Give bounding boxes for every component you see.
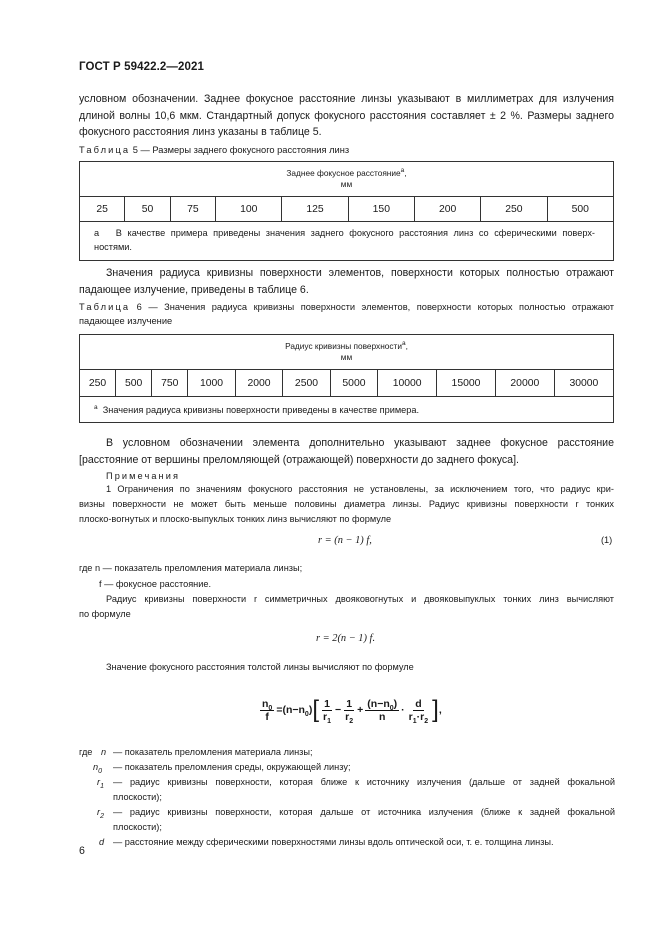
table6-cell: 2000: [235, 370, 282, 397]
formula-2: r = 2(n − 1) f.: [316, 633, 376, 644]
legend-text2: плоскости);: [113, 822, 162, 832]
table5-footnote: [80, 222, 614, 261]
paragraph-line: условном обозначении. Заднее фокусное расстояние линзы указывают в миллиметрах для излучения: [79, 93, 614, 105]
where-line: где n — показатель преломления материала линзы;: [79, 563, 303, 573]
table6-header-unit: мм: [340, 352, 353, 362]
table5-header: Заднее фокусное расстояние$^a$, мм: [80, 162, 614, 197]
paragraph-line: падающее излучение, приведены в таблице 6.: [79, 283, 309, 296]
table6-caption-text: 6 — Значения радиуса кривизны поверхности элементов, поверхности которых полностью отражают: [136, 302, 614, 312]
legend-text: — радиус кривизны поверхности, которая ближе к источнику излучения (дальше от задней фокальной: [113, 777, 615, 787]
table5-header-sup: a: [400, 167, 405, 175]
table6-cell: 15000: [437, 370, 496, 397]
table6-cell: 5000: [330, 370, 377, 397]
legend-symbol: $n_0$: [93, 762, 103, 775]
where-line: f — фокусное расстояние.: [99, 579, 212, 589]
table5-caption: [79, 145, 349, 155]
table6-cell: 250: [80, 370, 116, 397]
table5-header-text: Заднее фокусное расстояние: [286, 168, 401, 178]
table6-header-sup: a: [401, 340, 406, 348]
table6-cell: 2500: [283, 370, 330, 397]
table6-cell: 500: [116, 370, 152, 397]
table6-cell: 30000: [554, 370, 613, 397]
table5-footnote-text: В качестве примера приведены значения заднего фокусного расстояния линз со сферическими поверх-: [115, 228, 595, 238]
notes-line: визны поверхности не может быть меньше половины диаметра линзы. Радиус кривизны поверхности r тонких: [79, 499, 614, 509]
table5-header-unit: мм: [340, 179, 353, 189]
table5-cell: 25: [80, 197, 125, 222]
formula-1-number: (1): [601, 535, 613, 545]
legend-item: [79, 745, 619, 760]
legend-text: — расстояние между сферическими поверхностями линзы вдоль оптической оси, т. е. толщина линзы.: [113, 837, 554, 847]
table6-footnote-marker: a: [94, 403, 98, 411]
notes-title: Примечания: [106, 471, 181, 481]
table6-header-text: Радиус кривизны поверхности: [285, 341, 402, 351]
table6-caption-line2: падающее излучение: [79, 316, 173, 326]
table5-cell: 250: [481, 197, 547, 222]
page-number: 6: [79, 845, 85, 857]
document-header: ГОСТ Р 59422.2—2021: [79, 61, 204, 73]
table5-cell: 500: [547, 197, 613, 222]
legend-symbol: n: [101, 747, 107, 757]
table6-caption: [79, 302, 614, 312]
table6-header: Радиус кривизны поверхности$^a$, мм: [80, 335, 614, 370]
table5-cell: 125: [282, 197, 348, 222]
legend: [79, 745, 619, 850]
legend-text: — показатель преломления материала линзы;: [113, 747, 313, 757]
paragraph-line: В условном обозначении элемента дополнительно указывают заднее фокусное расстояние: [106, 437, 614, 449]
notes-line: Значение фокусного расстояния толстой линзы вычисляют по формуле: [106, 662, 414, 672]
legend-text: — показатель преломления среды, окружающей линзу;: [113, 762, 351, 772]
legend-symbol: d: [99, 837, 105, 847]
legend-item: [79, 760, 619, 775]
notes-line: по формуле: [79, 609, 131, 619]
table5-caption-label: Таблица: [79, 145, 131, 155]
legend-item: [79, 835, 619, 850]
legend-text: — радиус кривизны поверхности, которая дальше от источника излучения (ближе к задней фокальной: [113, 807, 615, 817]
legend-where: где: [79, 747, 93, 757]
table5-footnote-marker: a: [94, 228, 100, 238]
table5-cell: 150: [348, 197, 414, 222]
table5-caption-text: 5 — Размеры заднего фокусного расстояния линз: [132, 145, 350, 155]
legend-text2: плоскости);: [113, 792, 162, 802]
paragraph-line: длиной волны 10,6 мкм. Стандартный допуск фокусного расстояния составляет ± 2 %. Размеры заднего: [79, 109, 614, 122]
formula-1: r = (n − 1) f,: [318, 535, 372, 546]
legend-item: [79, 775, 619, 790]
table5-cell: 75: [170, 197, 215, 222]
legend-item: [79, 805, 619, 820]
table5: [79, 161, 614, 261]
table6-cell: 750: [152, 370, 188, 397]
table5-footnote-text2: ностями.: [94, 242, 132, 252]
table5-cell: 50: [125, 197, 170, 222]
table5-cell: 100: [216, 197, 282, 222]
formula-thick-lens: $\frac{n_0}{f}$ $=(n-n_0)$ [ $\frac{1}{r_1}$ − $\frac{1}{r_2}$ + $\frac{(n-n_0)}{n}$ · $\frac{d}{r_1\cdot r_2}$ ] ,: [262, 696, 442, 725]
notes-line: Радиус кривизны поверхности r симметричных двояковогнутых и двояковыпуклых тонких линз вычисляют: [106, 594, 614, 604]
paragraph-line: Значения радиуса кривизны поверхности элементов, поверхности которых полностью отражают: [106, 267, 614, 279]
legend-symbol: $r_2$: [97, 807, 104, 820]
table6-footnote-text: Значения радиуса кривизны поверхности приведены в качестве примера.: [102, 404, 420, 415]
table5-cell: 200: [414, 197, 480, 222]
notes-line: плоско-вогнутых и плоско-выпуклых тонких линз вычисляют по формуле: [79, 514, 392, 524]
table6-cell: 20000: [495, 370, 554, 397]
table6-footnote: [80, 397, 614, 423]
table6: [79, 334, 614, 423]
table6-cell: 10000: [378, 370, 437, 397]
paragraph-line: фокусного расстояния линз указаны в таблице 5.: [79, 126, 322, 138]
table6-caption-label: Таблица: [79, 302, 131, 312]
notes-line: 1 Ограничения по значениям фокусного расстояния не установлены, за исключением того, что радиус кри-: [106, 484, 614, 494]
paragraph-line: [расстояние от вершины преломляющей (отражающей) поверхности до заднего фокуса].: [79, 453, 519, 466]
legend-symbol: $r_1$: [97, 777, 104, 790]
table6-cell: 1000: [188, 370, 235, 397]
